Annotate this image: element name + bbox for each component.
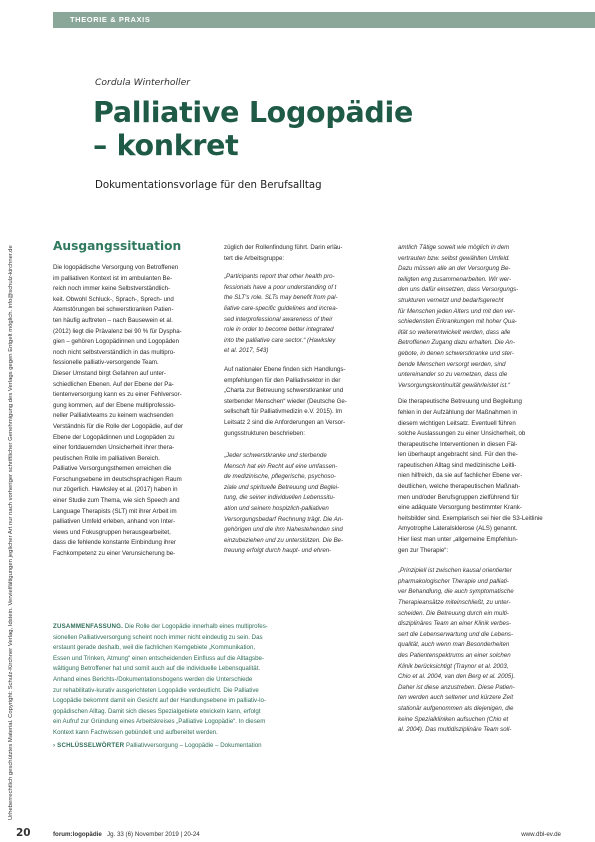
text-line: gebote, in denen schwerstkranke und ster-: [398, 349, 514, 357]
text-line: men und/oder Berufsgruppen zielführend für: [398, 493, 519, 501]
text-line: lität so weiterentwickelt werden, dass alle: [398, 328, 511, 336]
text-line: tung, die seiner individuellen Lebenssitu-: [224, 494, 335, 502]
article-author: Cordula Winterholler: [95, 77, 191, 88]
text-line: Leitsatz 2 sind die Anforderungen an Versor-: [224, 418, 346, 426]
text-line: nien hilfreich, da sie auf fachlicher Ebene ver-: [398, 472, 523, 480]
text-line: treuung erfolgt durch haupt- und ehren-: [224, 547, 332, 555]
journal-prefix: forum:: [53, 831, 73, 838]
text-line: deutlichen, welche therapeutischen Maßnah-: [398, 483, 521, 491]
text-line: schiedensten Erkrankungen mit hoher Qua-: [398, 318, 517, 326]
text-line: gopädischen Alltag. Damit sich dieses Spezialgebiete etwickeln kann, erfolgt: [53, 707, 261, 715]
page-footer: [0, 819, 595, 842]
abstract-first-line: [53, 622, 383, 633]
text-line: amtlich Tätige soweit wie möglich in dem: [398, 244, 510, 251]
text-line: „Participants report that other health pro-: [224, 273, 335, 281]
text-line: gungsstrukturen beschrieben:: [224, 429, 305, 437]
text-line: „Charta zur Betreuung schwerstkranker und: [224, 387, 344, 395]
journal-issue: Jg. 33 (6) November 2019 | 20-24: [106, 831, 200, 838]
text-line: Therapieansätze miteinschließt, zu unter-: [398, 599, 511, 606]
text-line: empfehlungen für den Palliativsektor in der: [224, 376, 341, 384]
text-line: strukturen vernetzt und bedarfsgerecht: [398, 296, 504, 304]
text-line: heitsbilder sind. Exemplarisch sei hier die S3-Leitlinie: [398, 514, 543, 522]
text-line: Betroffenen Zugang dazu erhalten. Die An-: [398, 339, 515, 347]
text-line: et al. 2017, 543): [224, 347, 269, 355]
column-1: [53, 263, 209, 560]
text-line: des Patientenspektrums an einer solchen: [398, 651, 511, 659]
text-line: Forschungsebene im deutschsprachigen Raum: [53, 475, 182, 483]
section-header-bar: [53, 12, 595, 28]
text-line: disziplinäres Team an einer Klinik verbes-: [398, 620, 512, 628]
text-line: Dazu müssen alle an der Versorgung Be-: [398, 265, 511, 273]
text-line: Essen und Trinken, Atmung“ einen entscheidenden Einfluss auf die Alltagsbe-: [53, 654, 264, 662]
journal-name: logopädie: [72, 831, 102, 838]
text-line: diesem wichtigen Leitsatz. Eventuell führen: [398, 419, 516, 427]
text-line: gung kommen, auf der Ebene multiprofessio-: [53, 401, 176, 409]
text-line: teiligten eng zusammenarbeiten. Wir wer-: [398, 275, 512, 283]
text-line: role in order to become better integrated: [224, 326, 334, 334]
text-line: gien – gehören Logopädinnen und Logopäden: [53, 338, 180, 346]
text-line: len überhaupt angebracht sind. Für den the-: [398, 451, 518, 459]
text-line: einzubeziehen und zu unterstützen. Die Be-: [224, 536, 344, 544]
text-line: sed interprofessional awareness of their: [224, 315, 333, 323]
text-line: vertrauten bzw. selbst gewählten Umfeld.: [398, 254, 510, 262]
text-line: (2012) liegt die Prävalenz bei 90 % für Dyspha-: [53, 327, 182, 335]
text-line: palliativen Umfeld erleben, anhand von Inter-: [53, 518, 176, 526]
text-line: Versorgungskontinuität gewährleistet ist.“: [398, 381, 511, 389]
text-line: stationär aufgenommen als diejenigen, die: [398, 704, 514, 712]
text-line: Kontext kann Fachwissen gebündelt und aufbereitet werden.: [53, 728, 218, 736]
text-line: qualität, auch wenn man Besonderheiten: [398, 641, 510, 649]
publisher-url: www.dbl-ev.de: [521, 831, 561, 838]
text-line: den uns dafür einsetzen, dass Versorgungs-: [398, 286, 519, 294]
keywords-label: › SCHLÜSSELWÖRTER: [53, 741, 125, 749]
text-line: solche Auslassungen zu einer Unsicherheit, ob: [398, 430, 526, 438]
keywords-text: Palliativversorgung – Logopädie – Dokumentation: [126, 741, 262, 749]
section-label: THEORIE & PRAXIS: [70, 15, 151, 24]
text-line: ten werden auch seltener und kürzere Zeit: [398, 694, 514, 702]
text-line: Fachkompetenz zu einer Verunsicherung be-: [53, 550, 176, 558]
text-line: scheiden. Die Betreuung durch ein multi-: [398, 609, 509, 617]
text-line: rapeutischen Alltag sind medizinische Leitli-: [398, 461, 517, 469]
text-line: therapeutische Interventionen in diesen Fäl-: [398, 440, 518, 448]
text-line: sionellen Palliativversorgung scheint noch immer nicht eindeutig zu sein. Das: [53, 633, 263, 641]
text-line: ver Behandlung, die auch symptomatische: [398, 588, 514, 596]
paragraph-gap: [224, 357, 386, 365]
text-line: tientenversorgung kann es zu einer Fehlversor-: [53, 391, 182, 399]
text-line: Ebene der Logopädinnen und Logopäden zu: [53, 433, 175, 441]
journal-info: [53, 831, 200, 838]
text-line: für Menschen jeden Alters und mit den ver-: [398, 307, 516, 315]
text-line: Die logopädische Versorgung von Betroffenen: [53, 264, 179, 271]
text-line: Daher ist diese anzustreben. Diese Patien-: [398, 683, 515, 691]
text-line: liative care-specific guidelines and increa-: [224, 304, 338, 312]
text-line: züglich der Rollenfindung führt. Darin erläu-: [224, 244, 343, 251]
text-line: sellschaft für Palliativmedizin e.V. 2015). Im: [224, 408, 343, 416]
page-number: 20: [16, 827, 31, 839]
text-line: gehörigen und die ihm Nahestehenden sind: [224, 526, 343, 534]
text-line: al. 2004). Das multidisziplinäre Team soll-: [398, 726, 512, 734]
abstract-label: ZUSAMMENFASSUNG.: [53, 623, 124, 630]
title-line-2: – konkret: [93, 129, 239, 162]
text-line: „Jeder schwerstkranke und sterbende: [224, 452, 327, 460]
text-line: Anhand eines Berichts-/Dokumentationsbogens werden die Unterschiede: [53, 675, 253, 683]
text-line: noch nicht selbstverständlich in das multipro-: [53, 348, 176, 356]
text-line: dass die fehlende konstante Einbindung ihrer: [53, 539, 176, 547]
text-line: erstaunt gerade deshalb, weil die fachlichen Kerngebiete „Kommunikation,: [53, 644, 256, 652]
paragraph-gap: [224, 264, 386, 272]
text-line: Die Rolle der Logopädie innerhalb eines multiprofes-: [124, 623, 268, 630]
text-line: sert die Lebenserwartung und die Lebens-: [398, 630, 514, 638]
text-line: „Prinzipiell ist zwischen kausal orientierter: [398, 567, 512, 575]
text-line: Dieser Umstand birgt Gefahren auf unter-: [53, 369, 166, 377]
text-line: eine adäquate Versorgung bestimmter Krank-: [398, 504, 522, 512]
text-line: Versorgungsbedarf Rechnung trägt. Die An-: [224, 515, 344, 523]
article-title: [93, 96, 413, 162]
section-heading: Ausgangssituation: [53, 239, 182, 253]
text-line: Mensch hat ein Recht auf eine umfassen-: [224, 462, 338, 470]
text-line: pharmakologischer Therapie und palliati-: [398, 577, 509, 585]
text-line: the SLT‘s role. SLTs may benefit from pal-: [224, 294, 338, 302]
text-line: ten häufig auftreten – nach Bausewein et al.: [53, 316, 173, 324]
text-line: Language Therapists (SLT) mit ihrer Arbeit im: [53, 507, 177, 515]
keywords-line: [53, 741, 383, 752]
text-line: ziale und spirituelle Betreuung und Beglei-: [224, 483, 340, 491]
text-line: fessionelle palliativ-versorgende Team.: [53, 359, 159, 367]
text-line: einer fortdauernden Unsicherheit ihrer thera-: [53, 444, 175, 452]
text-line: Chio et al. 2004, van den Berg et al. 2005).: [398, 673, 516, 681]
text-line: keine Spezialkliniken aufsuchen (Chio et: [398, 715, 509, 723]
text-line: fessionals have a poor understanding of t: [224, 283, 337, 291]
text-line: Atemstörungen bei schwerstkranken Patien-: [53, 306, 174, 314]
text-line: wältigung Betroffener hat und somit auch auf die individuelle Lebensqualität.: [53, 665, 261, 673]
text-line: untereinander so zu vernetzen, dass die: [398, 371, 508, 379]
text-line: Auf nationaler Ebene finden sich Handlungs-: [224, 365, 346, 373]
text-line: de medizinische, pflegerische, psychoso-: [224, 473, 336, 481]
text-line: keit. Obwohl Schluck-, Sprach-, Sprech- und: [53, 295, 174, 303]
text-line: Palliative Versorgungsthemen erreichen die: [53, 465, 172, 473]
text-line: fehlen in der Aufzählung der Maßnahmen in: [398, 408, 518, 416]
abstract-box: [53, 622, 383, 822]
text-line: Die therapeutische Betreuung und Begleitung: [398, 398, 522, 406]
text-line: im palliativen Kontext ist im ambulanten Be-: [53, 274, 173, 282]
text-line: sterbender Menschen“ wieder (Deutsche Ge-: [224, 397, 347, 405]
title-line-1: Palliative Logopädie: [93, 96, 413, 129]
text-line: into the palliative care sector.“ (Hawksley: [224, 336, 336, 344]
text-line: neller Palliativteams zu keinem wachsenden: [53, 412, 174, 420]
article-subtitle: Dokumentationsvorlage für den Berufsalltag: [95, 180, 322, 191]
paragraph-gap: [224, 439, 386, 451]
copyright-side-note: [5, 30, 17, 820]
text-line: schiedlichen Ebenen. Auf der Ebene der Pa-: [53, 380, 174, 388]
text-line: ein Aufruf zur Gründung eines Arbeitskreises „Palliative Logopädie“. In diesem: [53, 718, 266, 726]
text-line: Verständnis für die Rolle der Logopädie, auf der: [53, 422, 184, 430]
text-line: einer Studie zum Thema, wie sich Speech and: [53, 497, 180, 505]
text-line: zur rehabilitativ-kurativ ausgerichteten Logopädie verdeutlicht. Die Palliative: [53, 686, 259, 694]
text-line: Klinik berücksichtigt (Traynor et al. 2003,: [398, 662, 509, 670]
text-line: Amyotrophe Lateralsklerose (ALS) genannt.: [398, 525, 518, 533]
paragraph-gap: [398, 556, 560, 566]
text-line: bende Menschen versorgt werden, sind: [398, 360, 506, 368]
text-line: nur zögerlich. Hawksley et al. (2017) haben in: [53, 486, 178, 494]
text-line: tert die Arbeitsgruppe:: [224, 254, 285, 262]
column-2: [224, 243, 386, 557]
column-3: [398, 243, 560, 736]
text-line: peutischen Rolle im palliativen Bereich.: [53, 454, 160, 462]
text-line: ation und seinem hospizlich-palliativen: [224, 505, 329, 513]
text-line: reich noch immer keine Selbstverständlich-: [53, 285, 171, 293]
text-line: gen zur Therapie“:: [398, 546, 449, 554]
copyright-text: Urheberrechtlich geschütztes Material. Copyright: Schulz-Kirchner Verlag, Idstein. Vervielfältigungen jeglicher Art nur nach vorheriger schriftlicher Genehmigung des Verlags gegen Entgelt möglich. info@schulz-kirchner.de: [8, 245, 14, 820]
text-line: views und Fokusgruppen herausgearbeitet,: [53, 528, 171, 536]
text-line: Hier liest man unter „allgemeine Empfehlun-: [398, 536, 518, 544]
text-line: Logopädie bekommt damit ein Gesicht auf der Handlungsebene im palliativ-lo-: [53, 697, 266, 705]
